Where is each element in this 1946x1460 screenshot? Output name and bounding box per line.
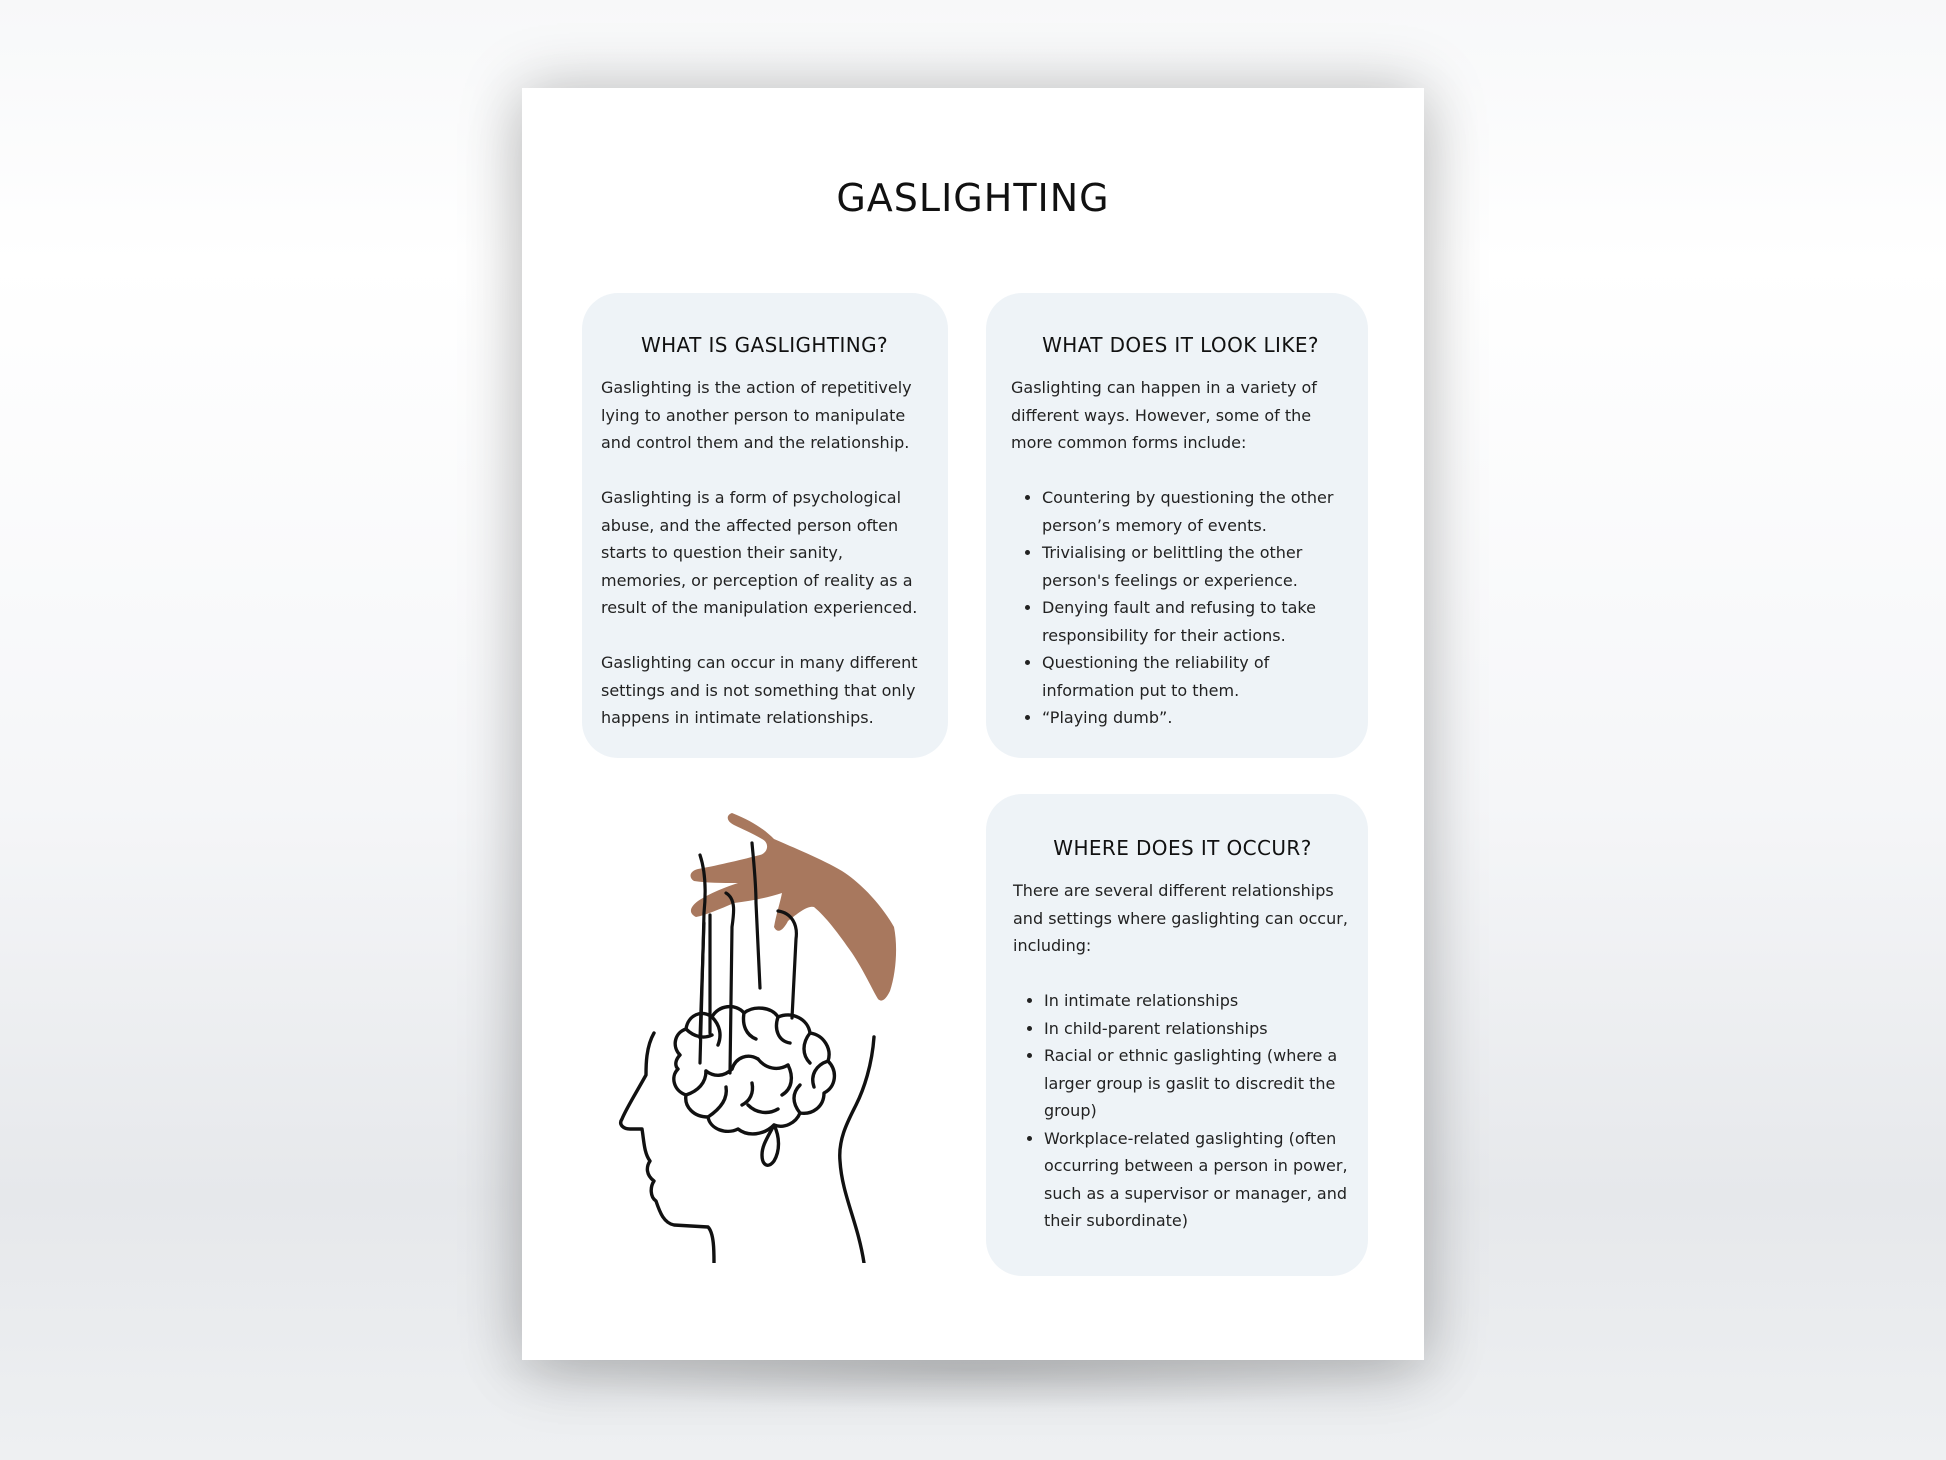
list-item: • “Playing dumb”. (1042, 704, 1350, 732)
card-intro: There are several different relationships and settings where gaslighting can occur, including: (1013, 881, 1348, 955)
list-item: • In intimate relationships (1044, 987, 1352, 1015)
list-item: • Denying fault and refusing to take responsibility for their actions. (1042, 594, 1350, 649)
document-page (522, 88, 1424, 1360)
list-item: • Questioning the reliability of information put to them. (1042, 649, 1350, 704)
card-what-is-gaslighting (582, 293, 948, 758)
card-heading: WHAT DOES IT LOOK LIKE? (1042, 333, 1319, 357)
bullet-list (1013, 987, 1352, 1235)
list-item: • Trivialising or belittling the other person's feelings or experience. (1042, 539, 1350, 594)
document-title: GASLIGHTING (836, 176, 1110, 220)
illustration-svg (602, 803, 932, 1263)
paragraph: Gaslighting is a form of psychological abuse, and the affected person often starts to question their sanity, memories, or perception of reality as a result of the manipulation experienced. (601, 488, 918, 617)
list-item: • Workplace-related gaslighting (often occurring between a person in power, such as a supervisor or manager, and their subordinate) (1044, 1125, 1352, 1235)
paragraph: Gaslighting can occur in many different settings and is not something that only happens in intimate relationships. (601, 653, 918, 727)
list-item: • Racial or ethnic gaslighting (where a larger group is gaslit to discredit the group) (1044, 1042, 1352, 1125)
card-heading: WHAT IS GASLIGHTING? (640, 333, 889, 357)
paragraph: Gaslighting is the action of repetitively lying to another person to manipulate and control them and the relationship. (601, 378, 912, 452)
bullet-list (1011, 484, 1350, 732)
card-where-does-it-occur (986, 794, 1368, 1276)
card-heading: WHERE DOES IT OCCUR? (1053, 836, 1312, 860)
list-item: • Countering by questioning the other person’s memory of events. (1042, 484, 1350, 539)
puppet-hand-brain-illustration (602, 803, 932, 1263)
card-intro: Gaslighting can happen in a variety of different ways. However, some of the more common forms include: (1011, 378, 1317, 452)
card-what-does-it-look-like (986, 293, 1368, 758)
list-item: • In child-parent relationships (1044, 1015, 1352, 1043)
